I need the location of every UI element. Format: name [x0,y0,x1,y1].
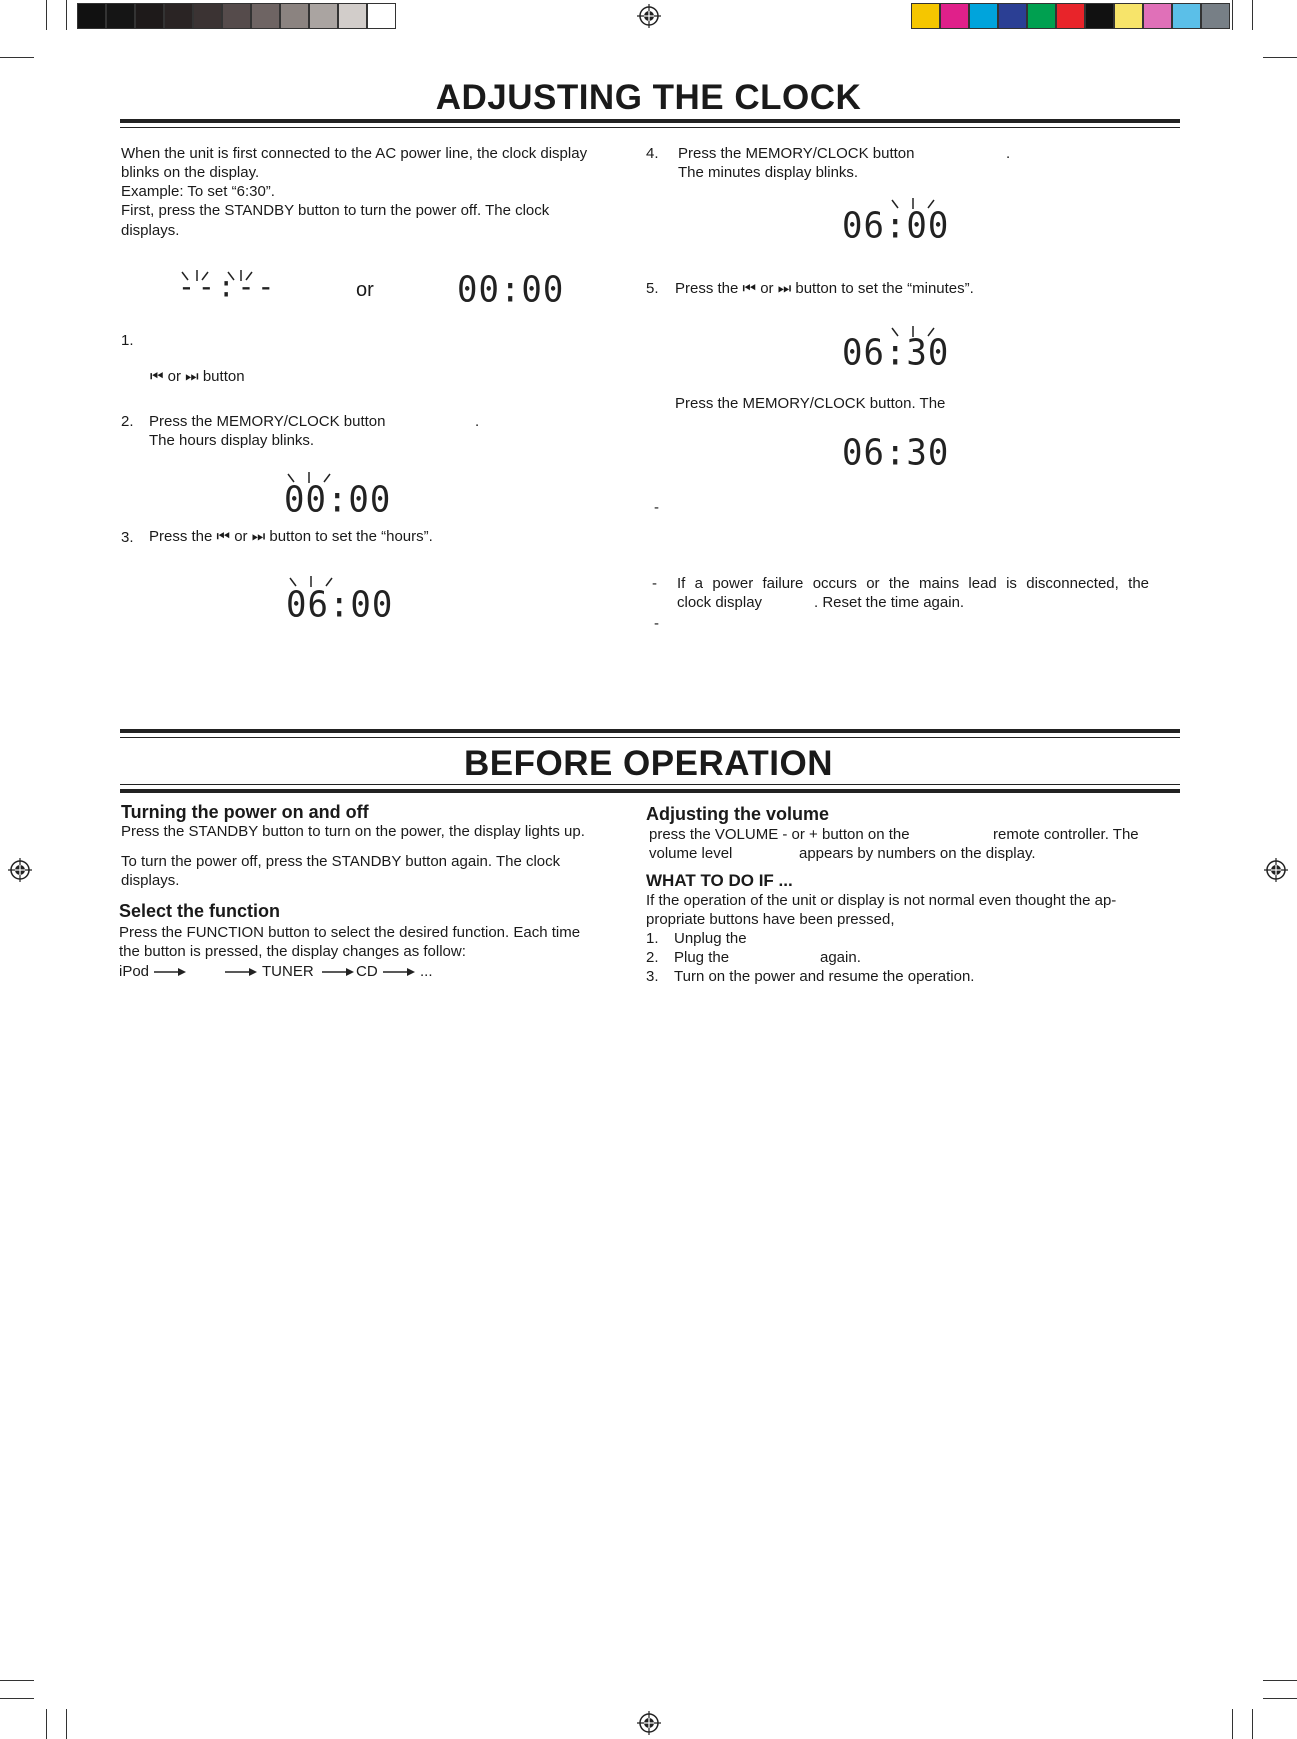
step3-text: Press the ⏮ or ⏭ button to set the “hours”. [149,528,433,545]
clock-display-hours-blink: 00:00 [284,479,392,521]
color-swatch [1085,3,1114,29]
title-rule [120,784,1180,785]
clock-display-hours-set: 06:00 [286,584,394,626]
color-swatch [1172,3,1201,29]
intro-line: Example: To set “6:30”. [121,183,275,200]
trim-mark [46,1709,47,1739]
gray-swatch [193,3,222,29]
gray-swatch [280,3,309,29]
trim-mark [0,1698,34,1699]
intro-line: blinks on the display. [121,164,260,181]
gray-swatch [164,3,193,29]
color-swatch [998,3,1027,29]
function-seq-item: CD [356,963,378,980]
gray-swatch [77,3,106,29]
intro-line: When the unit is first connected to the AC power line, the clock display [121,145,588,162]
arrow-right-icon [225,967,257,977]
step4-text: Press the MEMORY/CLOCK button [678,145,915,162]
step6-text: Press the MEMORY/CLOCK button. The [675,395,946,412]
step-number: 2. [121,413,134,430]
title-rule [120,789,1180,793]
section-title-before-operation: BEFORE OPERATION [463,744,834,783]
function-seq-item: ... [420,963,433,980]
clock-display-zero: 00:00 [457,269,565,311]
function-seq-item: TUNER [262,963,314,980]
whatif-text: propriate buttons have been pressed, [646,911,895,928]
whatif-item-num: 1. [646,930,659,947]
note-dash: - [654,615,659,632]
color-swatch [940,3,969,29]
or-label: or [356,279,374,301]
color-swatch [1114,3,1143,29]
trim-mark [46,0,47,30]
step4-text-tail: . [1006,145,1011,162]
function-text: Press the FUNCTION button to select the desired function. Each time [119,924,581,941]
registration-mark-icon [8,858,32,882]
power-text: Press the STANDBY button to turn on the power, the display lights up. [121,823,585,840]
arrow-right-icon [383,967,415,977]
trim-mark [1252,1709,1253,1739]
title-rule [120,127,1180,128]
title-rule [120,119,1180,123]
volume-heading: Adjusting the volume [646,804,830,824]
power-text: displays. [121,872,180,889]
trim-mark [0,1680,34,1681]
whatif-item: Unplug the [674,930,747,947]
intro-line: displays. [121,222,180,239]
clock-display-minutes-set: 06:30 [842,332,950,374]
note-text: . Reset the time again. [814,594,965,611]
step4-text: The minutes display blinks. [678,164,859,181]
color-swatch [1027,3,1056,29]
gray-swatch [251,3,280,29]
step1-text: ⏮ or ⏭ button [150,368,245,385]
clock-display-minutes-blink: 06:00 [842,205,950,247]
function-heading: Select the function [119,901,281,921]
gray-swatch [222,3,251,29]
whatif-text: If the operation of the unit or display is not normal even thought the ap- [646,892,1117,909]
step-number: 1. [121,332,134,349]
note-text: If a power failure occurs or the mains lead is disconnected, the [677,575,1149,592]
trim-mark [1232,1709,1233,1739]
step2-text: The hours display blinks. [149,432,315,449]
step2-text-tail: . [475,413,480,430]
whatif-item: Plug the [674,949,730,966]
step-number: 4. [646,145,659,162]
color-swatch [911,3,940,29]
intro-line: First, press the STANDBY button to turn the power off. The clock [121,202,550,219]
registration-mark-icon [637,4,661,28]
volume-text: press the VOLUME - or + button on the [649,826,910,843]
volume-text: remote controller. The [993,826,1139,843]
color-swatch [969,3,998,29]
registration-mark-icon [1264,858,1288,882]
registration-mark-icon [637,1711,661,1735]
function-seq-item: iPod [119,963,150,980]
power-text: To turn the power off, press the STANDBY button again. The clock [121,853,561,870]
trim-mark [1263,1698,1297,1699]
color-swatch [1143,3,1172,29]
gray-swatch [106,3,135,29]
clock-display-final: 06:30 [842,432,950,474]
title-rule [120,737,1180,738]
trim-mark [1263,57,1297,58]
note-dash: - [652,575,657,592]
volume-text: appears by numbers on the display. [799,845,1036,862]
power-heading: Turning the power on and off [121,802,369,822]
volume-text: volume level [649,845,733,862]
trim-mark [0,57,34,58]
whatif-item: Turn on the power and resume the operation. [674,968,975,985]
color-swatch [1056,3,1085,29]
gray-swatch [338,3,367,29]
note-text: clock display [677,594,763,611]
title-rule [120,729,1180,733]
section-title-adjusting-clock: ADJUSTING THE CLOCK [435,78,862,117]
note-dash: - [654,499,659,516]
gray-swatch [367,3,396,29]
step-number: 3. [121,529,134,546]
function-text: the button is pressed, the display changes as follow: [119,943,466,960]
arrow-right-icon [154,967,186,977]
whatif-item: again. [820,949,861,966]
arrow-right-icon [322,967,354,977]
trim-mark [66,1709,67,1739]
trim-mark [1252,0,1253,30]
trim-mark [1232,0,1233,30]
gray-swatch [135,3,164,29]
clock-display-blank: --:-- [178,269,278,304]
trim-mark [66,0,67,30]
step5-text: Press the ⏮ or ⏭ button to set the “minutes”. [675,280,974,297]
step-number: 5. [646,280,659,297]
whatif-heading: WHAT TO DO IF ... [646,871,793,890]
trim-mark [1263,1680,1297,1681]
whatif-item-num: 3. [646,968,659,985]
color-swatch [1201,3,1230,29]
gray-swatch [309,3,338,29]
step2-text: Press the MEMORY/CLOCK button [149,413,386,430]
whatif-item-num: 2. [646,949,659,966]
